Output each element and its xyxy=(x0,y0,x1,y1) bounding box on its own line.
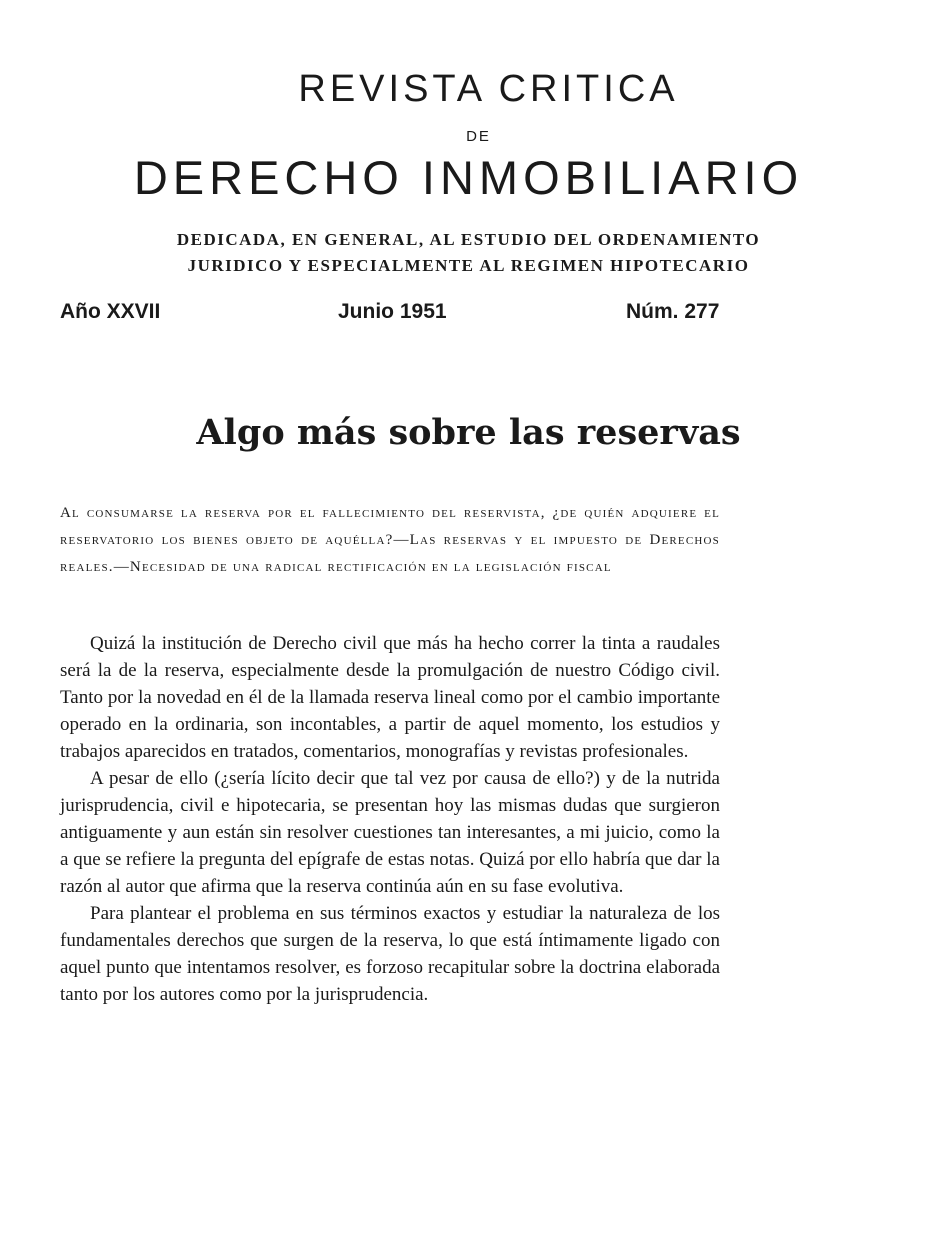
journal-title-line-1: REVISTA CRITICA xyxy=(298,68,679,110)
issue-number: Núm. 277 xyxy=(626,300,720,323)
journal-title-line-2: DERECHO INMOBILIARIO xyxy=(133,151,804,204)
issue-year: Año XXVII xyxy=(60,300,161,323)
journal-subtitle-line-1: DEDICADA, EN GENERAL, AL ESTUDIO DEL ORDENAMIENTO xyxy=(176,230,761,249)
journal-title-connector: DE xyxy=(466,128,491,145)
article-paragraph: A pesar de ello (¿sería lícito decir que tal vez por causa de ello?) y de la nutrida jurisprudencia, civil e hipotecaria, se presentan hoy las mismas dudas que surgieron antiguamente y aun están sin resolver cuestiones tan interesantes, a mi juicio, como la a que se refiere la pregunta del epígrafe de estas notas. Quizá por ello habría que dar la razón al autor que afirma que la reserva continúa aún en su fase evolutiva. xyxy=(60,768,720,897)
journal-subtitle-line-2: JURIDICO Y ESPECIALMENTE AL REGIMEN HIPOTECARIO xyxy=(187,256,750,275)
article-title: Algo más sobre las reservas xyxy=(196,412,741,453)
article-body xyxy=(60,630,720,1008)
issue-date: Junio 1951 xyxy=(338,300,447,323)
article-paragraph: Quizá la institución de Derecho civil que más ha hecho correr la tinta a raudales será la de la reserva, especialmente desde la promulgación de nuestro Código civil. Tanto por la novedad en él de la llamada reserva lineal como por el cambio importante operado en la ordinaria, son incontables, a partir de aquel momento, los estudios y trabajos aparecidos en tratados, comentarios, monografías y revistas profesionales. xyxy=(60,633,720,762)
article-paragraph: Para plantear el problema en sus términos exactos y estudiar la naturaleza de los fundamentales derechos que surgen de la reserva, lo que está íntimamente ligado con aquel punto que intentamos resolver, es forzoso recapitular sobre la doctrina elaborada tanto por los autores como por la jurisprudencia. xyxy=(60,903,720,1005)
article-summary: Al consumarse la reserva por el fallecimiento del reservista, ¿de quién adquiere el reservatorio los bienes objeto de aquélla?—Las reservas y el impuesto de Derechos reales.—Necesidad de una radical rectificación en la legislación fiscal xyxy=(60,505,720,575)
